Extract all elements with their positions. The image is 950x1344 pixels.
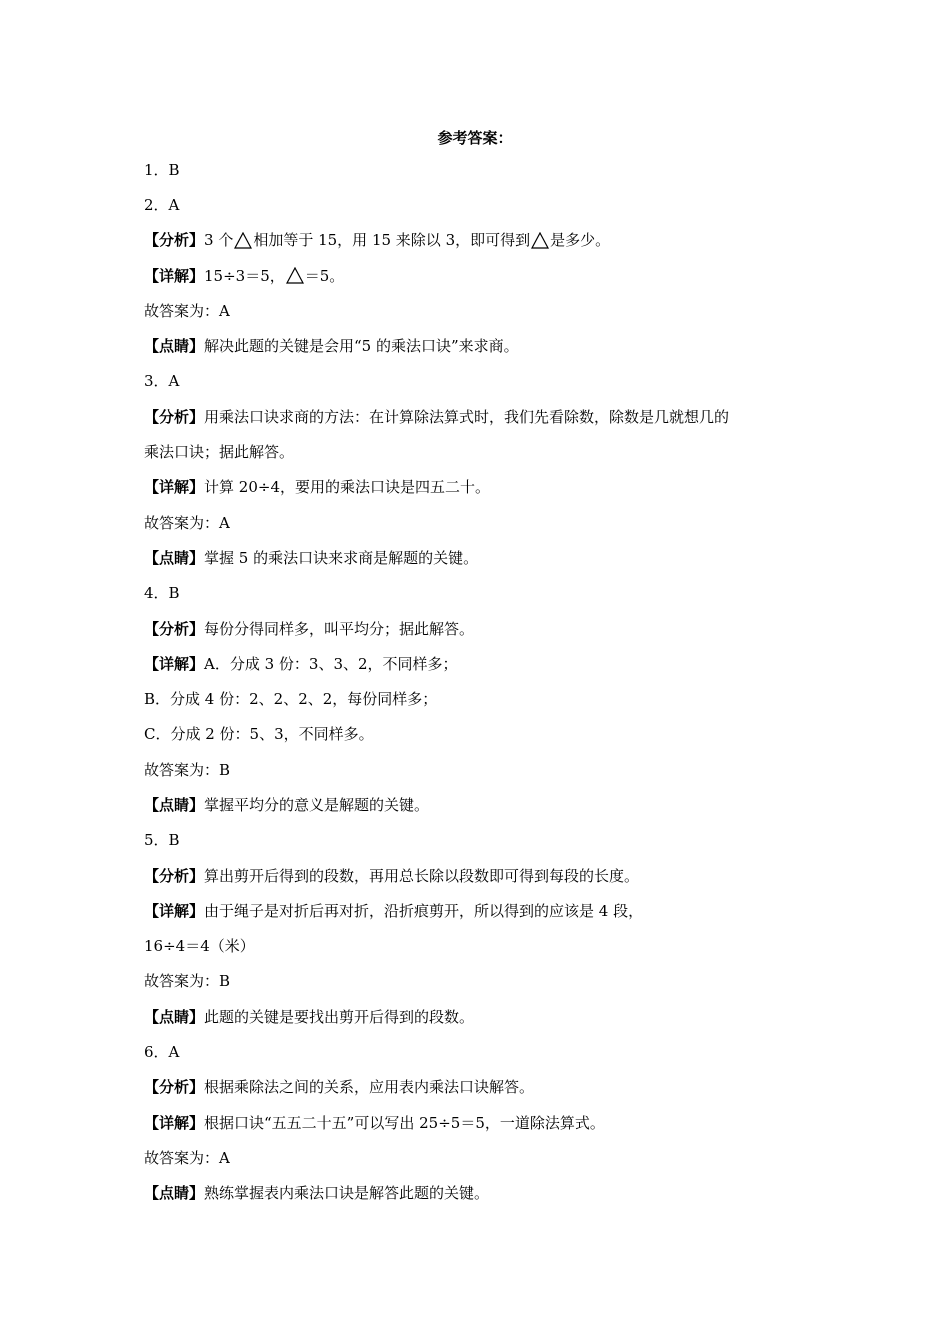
answer-content	[144, 152, 824, 1211]
line-text: 是多少。	[550, 231, 611, 250]
answer-line	[144, 364, 824, 399]
line-text: 2．A	[144, 195, 180, 214]
section-tag: 【点睛】	[144, 795, 205, 814]
answer-line	[144, 681, 824, 716]
triangle-icon	[234, 232, 252, 249]
section-tag: 【点睛】	[144, 548, 205, 567]
line-text: 故答案为：A	[144, 513, 230, 532]
line-text: 由于绳子是对折后再对折，沿折痕剪开，所以得到的应该是 4 段，	[204, 901, 644, 920]
answer-line	[144, 611, 824, 646]
answer-line	[144, 470, 824, 505]
answer-line	[144, 223, 824, 258]
line-text: 解决此题的关键是会用“5 的乘法口诀”来求商。	[204, 337, 519, 356]
answer-line	[144, 999, 824, 1034]
section-tag: 【详解】	[144, 654, 205, 673]
answer-line	[144, 964, 824, 999]
line-text: 3 个	[204, 231, 234, 250]
line-text: 3．A	[144, 372, 180, 391]
line-text: 用乘法口诀求商的方法：在计算除法算式时，我们先看除数，除数是几就想几的	[204, 407, 730, 426]
line-text: 算出剪开后得到的段数，再用总长除以段数即可得到每段的长度。	[204, 866, 640, 885]
answer-line	[144, 1034, 824, 1069]
answer-line	[144, 893, 824, 928]
line-text: 根据口诀“五五二十五”可以写出 25÷5＝5，一道除法算式。	[204, 1113, 605, 1132]
answer-line	[144, 293, 824, 328]
line-text: 故答案为：B	[144, 760, 231, 779]
answer-line	[144, 505, 824, 540]
line-text: C．分成 2 份：5、3，不同样多。	[144, 725, 374, 744]
section-tag: 【详解】	[144, 266, 205, 285]
answer-line	[144, 187, 824, 222]
section-tag: 【详解】	[144, 478, 205, 497]
answer-line	[144, 1105, 824, 1140]
triangle-icon	[286, 267, 304, 284]
answer-line	[144, 1176, 824, 1211]
answer-line	[144, 576, 824, 611]
line-text: B．分成 4 份：2、2、2、2，每份同样多；	[144, 690, 438, 709]
section-tag: 【详解】	[144, 1113, 205, 1132]
line-text: 计算 20÷4，要用的乘法口诀是四五二十。	[204, 478, 490, 497]
answer-line	[144, 787, 824, 822]
line-text: 掌握 5 的乘法口诀来求商是解题的关键。	[204, 548, 479, 567]
section-tag: 【分析】	[144, 619, 205, 638]
line-text: 6．A	[144, 1043, 180, 1062]
section-tag: 【分析】	[144, 407, 205, 426]
line-text: 掌握平均分的意义是解题的关键。	[204, 795, 430, 814]
answer-line	[144, 646, 824, 681]
answer-line	[144, 434, 824, 469]
triangle-icon	[531, 232, 549, 249]
answer-line	[144, 328, 824, 363]
answer-line	[144, 1140, 824, 1175]
answer-line	[144, 858, 824, 893]
line-text: 乘法口诀；据此解答。	[144, 443, 295, 462]
answer-line	[144, 152, 824, 187]
answer-line	[144, 823, 824, 858]
answer-line	[144, 752, 824, 787]
line-text: ＝5。	[304, 266, 345, 285]
line-text: 15÷3＝5，	[204, 266, 285, 285]
section-tag: 【分析】	[144, 231, 205, 250]
line-text: 故答案为：A	[144, 301, 230, 320]
answer-line	[144, 1070, 824, 1105]
line-text: 此题的关键是要找出剪开后得到的段数。	[204, 1007, 475, 1026]
answer-line	[144, 540, 824, 575]
section-tag: 【详解】	[144, 901, 205, 920]
line-text: 16÷4＝4（米）	[144, 937, 255, 956]
answer-line	[144, 399, 824, 434]
answer-line	[144, 258, 824, 293]
line-text: 1．B	[144, 160, 180, 179]
line-text: 故答案为：A	[144, 1148, 230, 1167]
page-title: 参考答案：	[437, 129, 513, 147]
section-tag: 【分析】	[144, 1078, 205, 1097]
line-text: 相加等于 15，用 15 来除以 3，即可得到	[253, 231, 531, 250]
section-tag: 【分析】	[144, 866, 205, 885]
line-text: 根据乘除法之间的关系，应用表内乘法口诀解答。	[204, 1078, 535, 1097]
section-tag: 【点睛】	[144, 1184, 205, 1203]
line-text: 4．B	[144, 584, 180, 603]
section-tag: 【点睛】	[144, 1007, 205, 1026]
line-text: 每份分得同样多，叫平均分；据此解答。	[204, 619, 475, 638]
section-tag: 【点睛】	[144, 337, 205, 356]
line-text: 熟练掌握表内乘法口诀是解答此题的关键。	[204, 1184, 490, 1203]
answer-line	[144, 717, 824, 752]
line-text: 故答案为：B	[144, 972, 231, 991]
answer-line	[144, 929, 824, 964]
line-text: 5．B	[144, 831, 180, 850]
line-text: A．分成 3 份：3、3、2，不同样多；	[204, 654, 458, 673]
